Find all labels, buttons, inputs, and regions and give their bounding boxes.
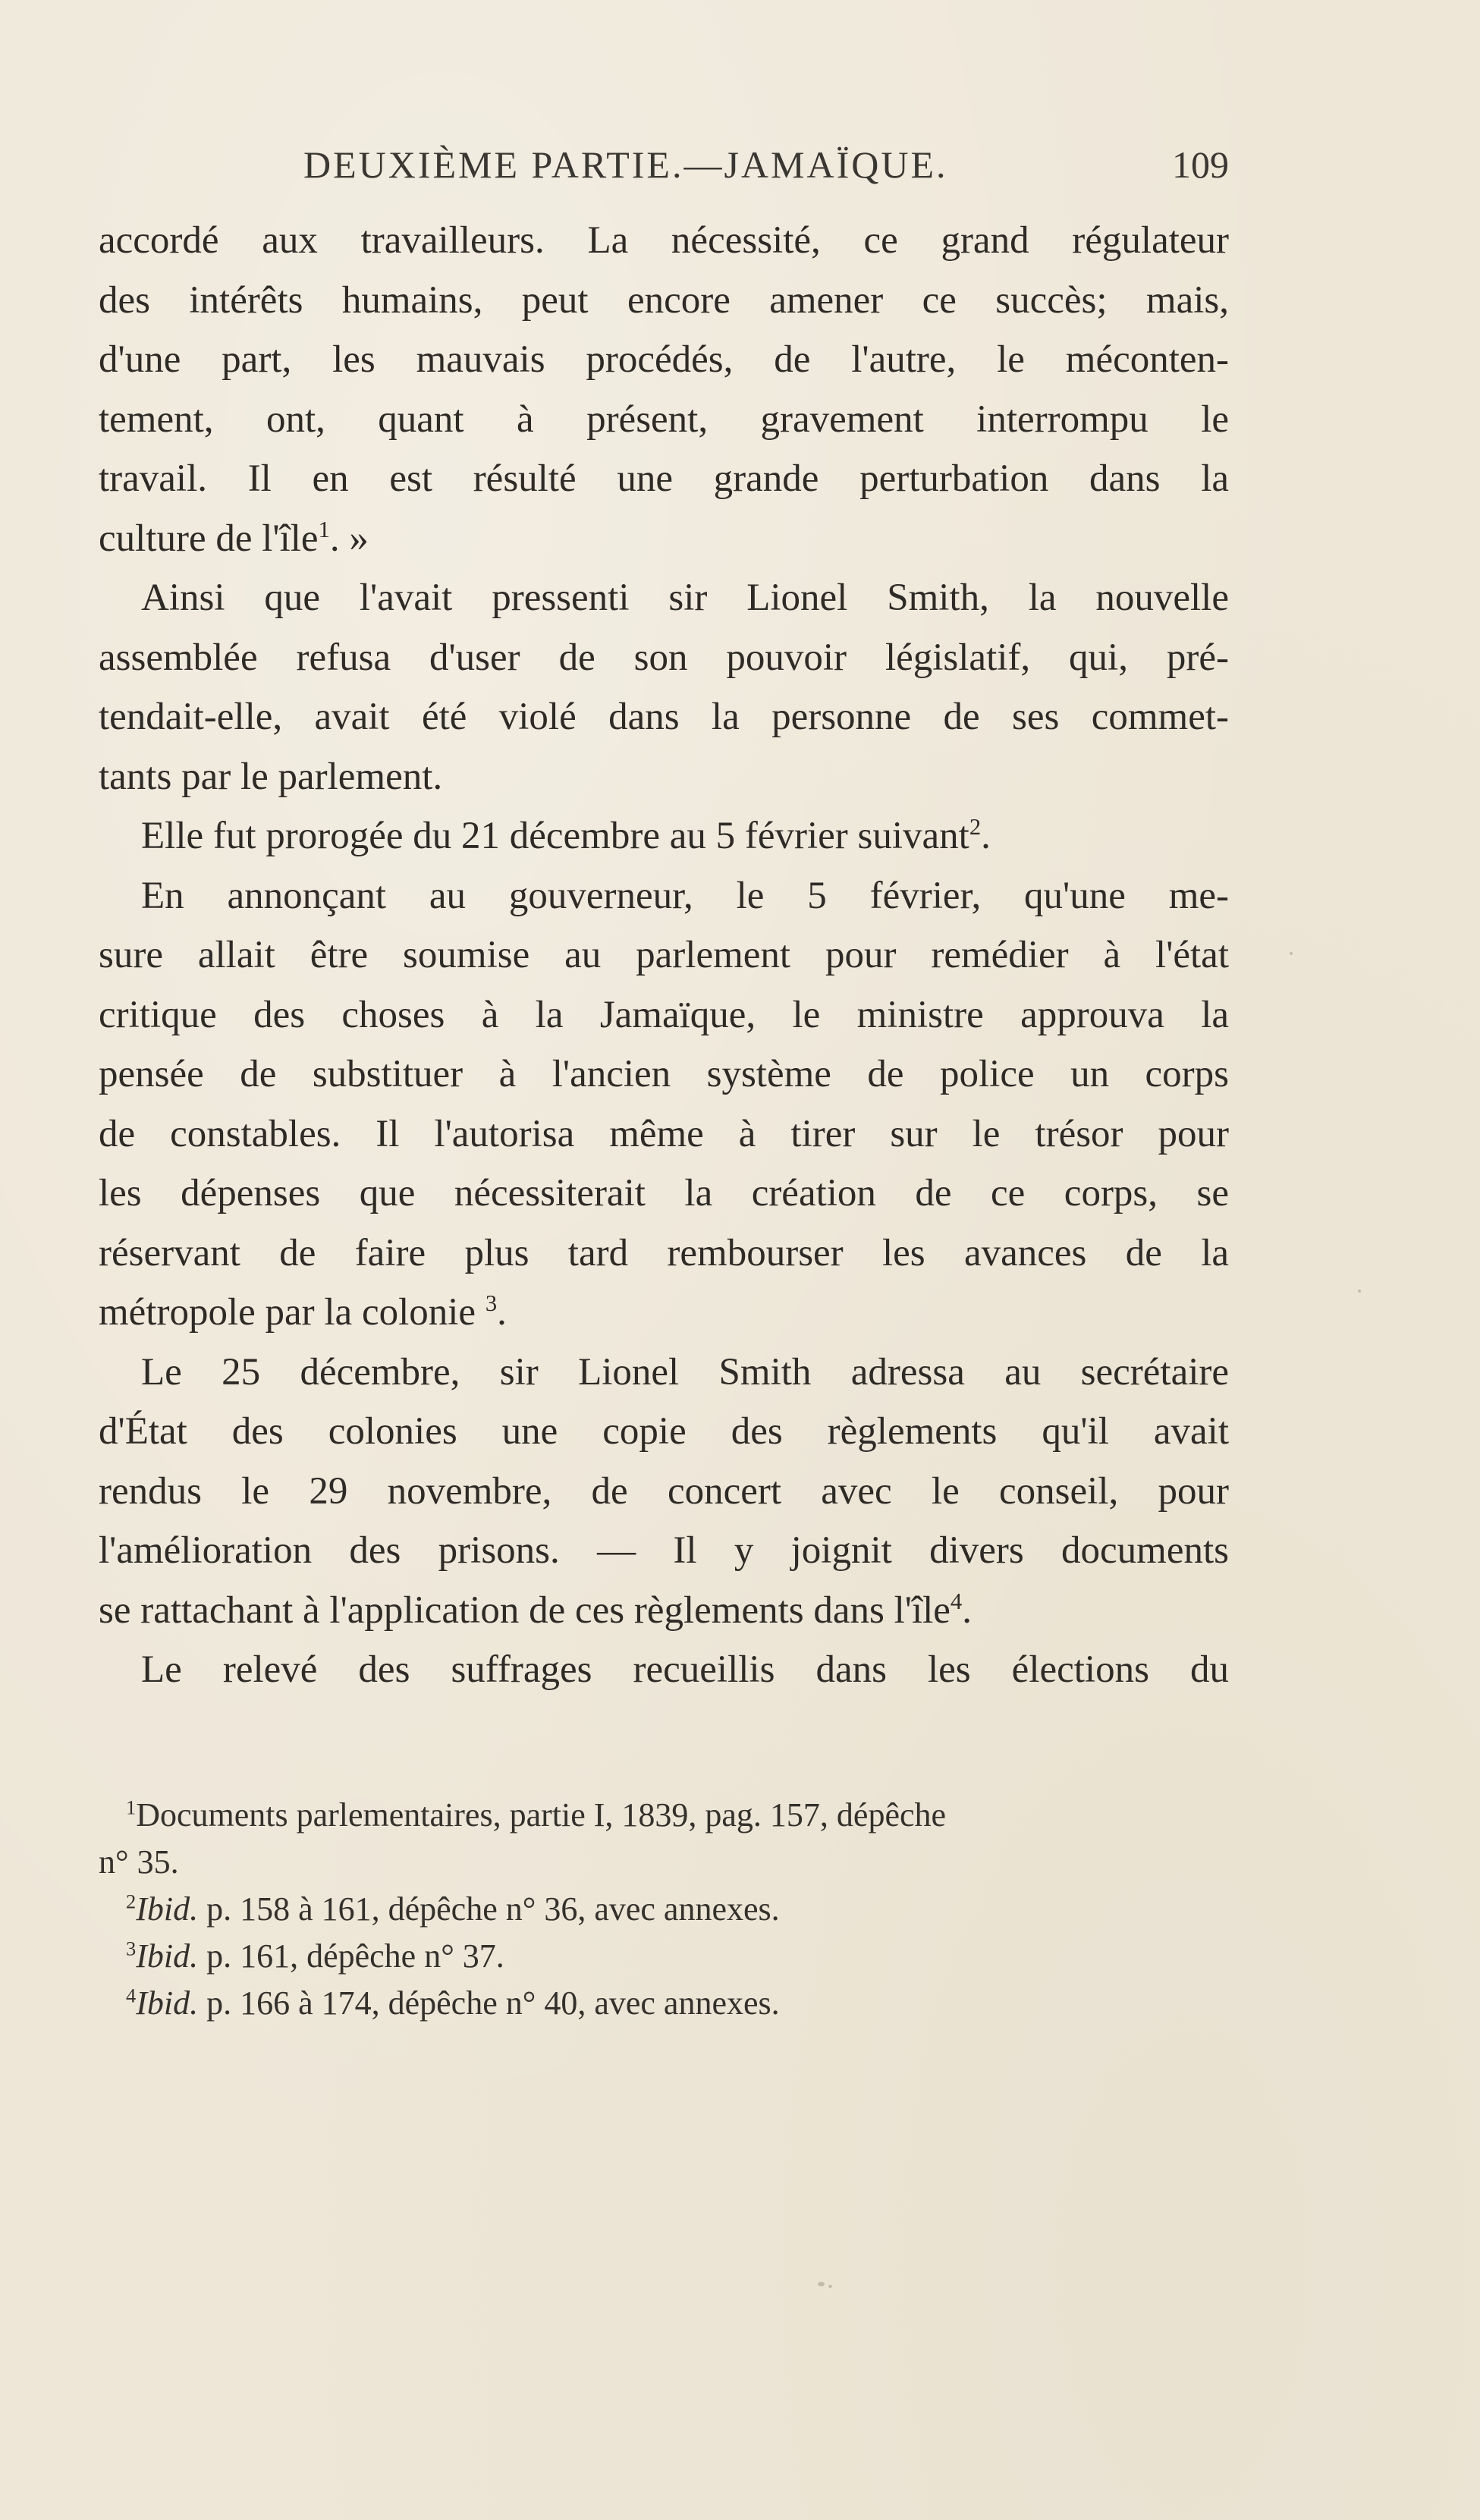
text-line: assemblée refusa d'user de son pouvoir législatif, qui, pré- [99, 636, 1229, 679]
footnote-ibid: Ibid. [136, 1984, 199, 2022]
text-line: accordé aux travailleurs. La nécessité, ce grand régulateur [99, 219, 1229, 262]
footnote-text: p. 161, dépêche n° 37. [198, 1937, 504, 1975]
text-line: d'État des colonies une copie des règlements qu'il avait [99, 1410, 1229, 1453]
paper-speck [818, 2282, 825, 2286]
text-line: les dépenses que nécessiterait la création de ce corps, se [99, 1172, 1229, 1214]
footnotes [99, 1792, 1229, 2027]
text-line: l'amélioration des prisons. — Il y joignit divers documents [99, 1529, 1229, 1572]
footnote [99, 1792, 1229, 1839]
text-line: critique des choses à la Jamaïque, le ministre approuva la [99, 993, 1229, 1036]
footnote [99, 1980, 1229, 2027]
footnote-text: p. 166 à 174, dépêche n° 40, avec annexes. [198, 1984, 780, 2022]
text-line [99, 806, 1229, 866]
text-line: Le relevé des suffrages recueillis dans les élections du [141, 1648, 1229, 1691]
text-line [99, 1581, 1229, 1641]
paper-speck [1358, 1290, 1361, 1293]
footnote [99, 1933, 1229, 1980]
footnote-mark: 1 [126, 1796, 137, 1819]
paper-speck [828, 2285, 832, 2288]
text-line: travail. Il en est résulté une grande perturbation dans la [99, 457, 1229, 500]
text-span: métropole par la colonie [99, 1291, 485, 1334]
text-line: sure allait être soumise au parlement pour remédier à l'état [99, 934, 1229, 976]
text-line: de constables. Il l'autorisa même à tirer sur le trésor pour [99, 1112, 1229, 1155]
footnote-ref: 4 [950, 1588, 963, 1614]
text-span: se rattachant à l'application de ces règlements dans l'île [99, 1588, 951, 1632]
text-line: tement, ont, quant à présent, gravement interrompu le [99, 397, 1229, 441]
text-line: tants par le parlement. [99, 755, 443, 798]
text-line: des intérêts humains, peut encore amener ce succès; mais, [99, 278, 1229, 322]
text-line: rendus le 29 novembre, de concert avec le conseil, pour [99, 1469, 1229, 1513]
footnote-ibid: Ibid. [136, 1937, 199, 1975]
footnote-ref: 1 [318, 516, 330, 542]
text-line: En annonçant au gouverneur, le 5 février, qu'une me- [141, 874, 1229, 917]
footnote-mark: 3 [126, 1937, 137, 1960]
footnote-ref: 3 [485, 1290, 498, 1316]
text-line: tendait-elle, avait été violé dans la personne de ses commet- [99, 696, 1229, 738]
text-span: . [981, 815, 991, 857]
footnote-text: p. 158 à 161, dépêche n° 36, avec annexes. [198, 1890, 780, 1928]
footnote-ref: 2 [969, 814, 982, 840]
text-line [99, 509, 1229, 569]
paper-speck [1290, 952, 1293, 955]
text-line [99, 1283, 1229, 1343]
footnote-ibid: Ibid. [136, 1890, 199, 1928]
text-span: Elle fut prorogée du 21 décembre au 5 février suivant [141, 815, 969, 857]
footnote-mark: 2 [126, 1890, 137, 1913]
running-title: DEUXIÈME PARTIE.—JAMAÏQUE. [303, 143, 948, 186]
footnote-text: Documents parlementaires, partie I, 1839, pag. 157, dépêche [136, 1796, 947, 1833]
text-line: Ainsi que l'avait pressenti sir Lionel Smith, la nouvelle [141, 577, 1229, 619]
text-span: . [962, 1588, 972, 1632]
text-line: d'une part, les mauvais procédés, de l'autre, le méconten- [99, 338, 1229, 381]
text-span: . » [329, 517, 369, 560]
text-span: culture de l'île [99, 517, 319, 560]
text-line: pensée de substituer à l'ancien système de police un corps [99, 1053, 1229, 1095]
page-number: 109 [1172, 143, 1229, 186]
text-span: . [497, 1291, 507, 1334]
footnote [99, 1886, 1229, 1933]
text-line: réservant de faire plus tard rembourser les avances de la [99, 1231, 1229, 1274]
page-header [99, 143, 1229, 196]
footnote-mark: 4 [126, 1984, 137, 2007]
footnote: n° 35. [99, 1843, 179, 1881]
body-text [99, 211, 1229, 1700]
text-line: Le 25 décembre, sir Lionel Smith adressa au secrétaire [141, 1350, 1229, 1394]
